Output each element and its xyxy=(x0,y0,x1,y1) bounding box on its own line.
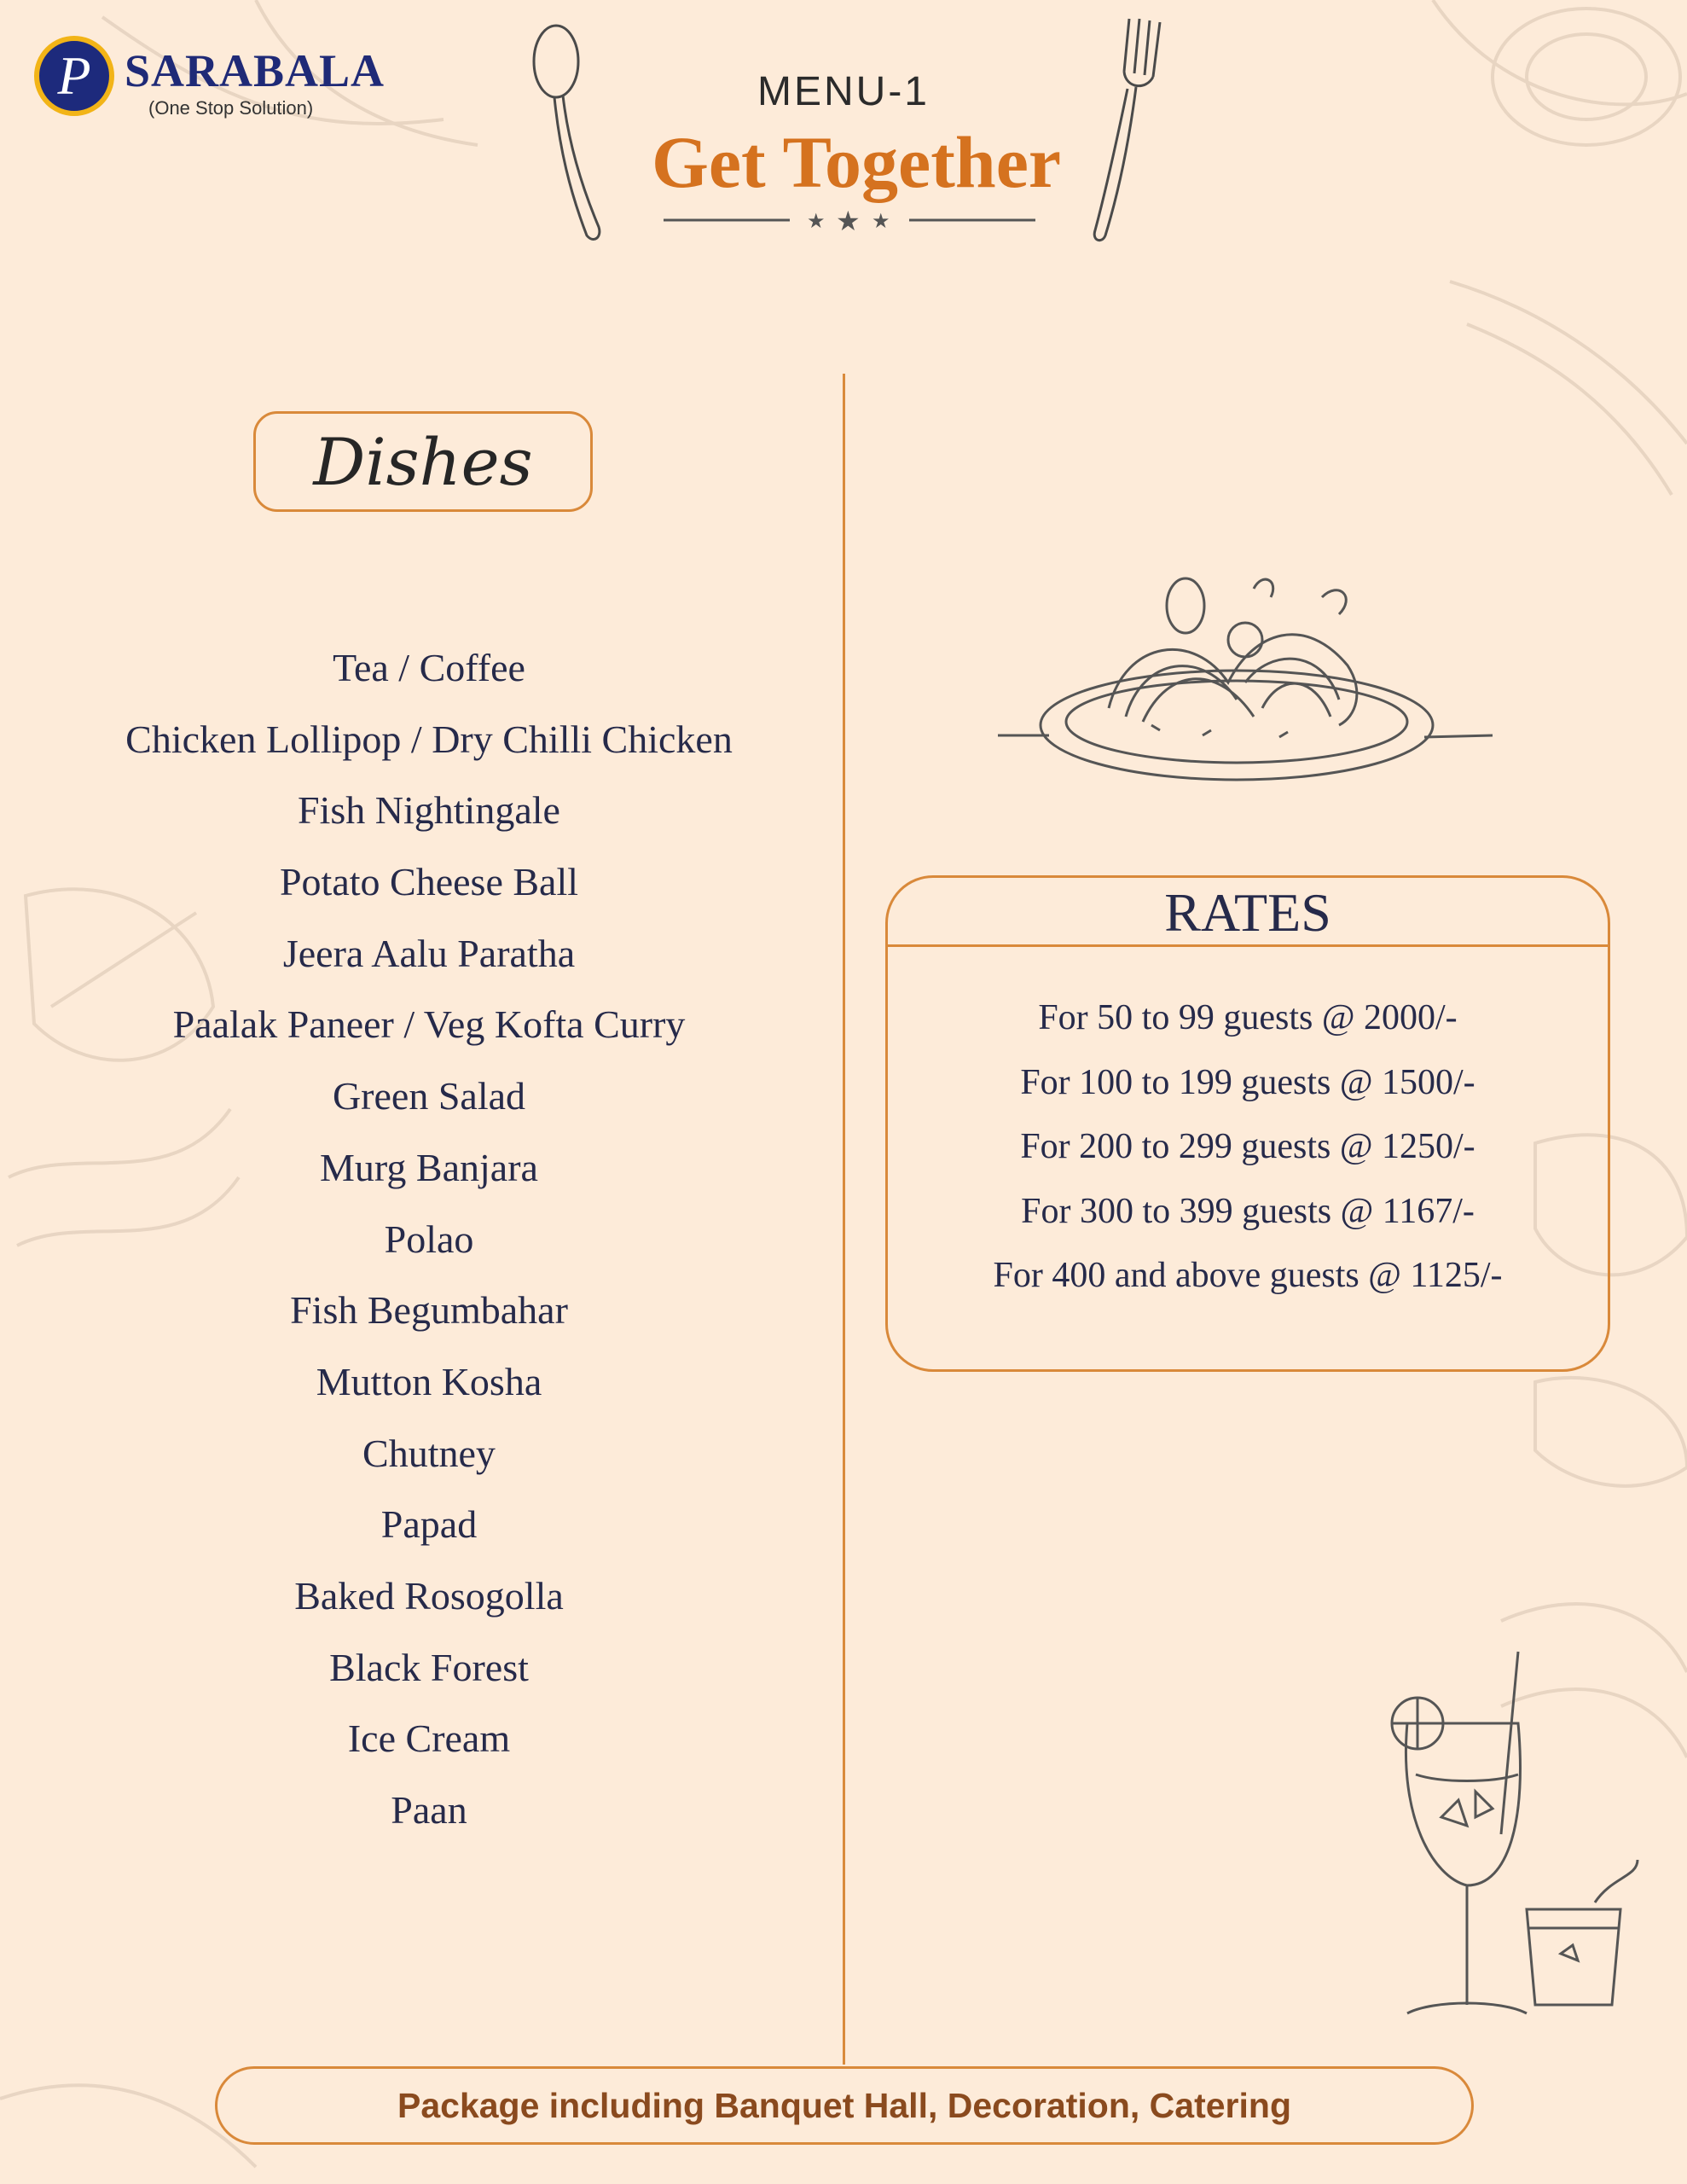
dish-item: Chutney xyxy=(362,1431,496,1475)
dish-item: Fish Begumbahar xyxy=(290,1288,568,1333)
star-icon: ★ xyxy=(807,209,826,233)
dish-item: Chicken Lollipop / Dry Chilli Chicken xyxy=(125,717,733,761)
dish-item: Green Salad xyxy=(332,1074,526,1118)
rates-list xyxy=(888,992,1608,1315)
rates-heading: RATES xyxy=(1164,882,1331,943)
dishes-heading-box xyxy=(253,411,593,512)
star-icon: ★ xyxy=(872,209,890,233)
dishes-heading: Dishes xyxy=(313,423,533,500)
dish-item: Murg Banjara xyxy=(320,1145,538,1189)
rates-box xyxy=(885,875,1610,1372)
dish-item: Papad xyxy=(380,1502,478,1547)
menu-number: MENU-1 xyxy=(757,69,930,114)
dish-item: Potato Cheese Ball xyxy=(279,860,579,904)
dish-item: Fish Nightingale xyxy=(298,788,560,833)
package-footer xyxy=(215,2066,1474,2145)
rate-item: For 400 and above guests @ 1125/- xyxy=(993,1256,1503,1296)
dish-item: Paalak Paneer / Veg Kofta Curry xyxy=(172,1002,686,1047)
star-icon: ★ xyxy=(836,205,861,237)
column-divider xyxy=(843,374,845,2065)
brand-tagline: (One Stop Solution) xyxy=(148,97,314,119)
dish-item: Tea / Coffee xyxy=(333,646,525,689)
page-title: Get Together xyxy=(651,121,1062,203)
rate-item: For 200 to 299 guests @ 1250/- xyxy=(1020,1127,1475,1167)
dish-list xyxy=(51,638,807,1852)
dish-item: Mutton Kosha xyxy=(316,1359,542,1403)
brand-name: SARABALA xyxy=(125,45,386,96)
dish-item: Ice Cream xyxy=(347,1716,511,1761)
rate-item: For 100 to 199 guests @ 1500/- xyxy=(1020,1062,1475,1102)
title-divider-ornament xyxy=(664,203,1035,237)
pasta-plate-icon xyxy=(998,555,1501,793)
dish-item: Paan xyxy=(391,1788,467,1832)
package-text: Package including Banquet Hall, Decoration, Catering xyxy=(397,2085,1291,2125)
rates-heading-divider xyxy=(888,944,1608,947)
drinks-glass-icon xyxy=(1382,1647,1655,2022)
rate-item: For 300 to 399 guests @ 1167/- xyxy=(1021,1191,1475,1231)
dish-item: Jeera Aalu Paratha xyxy=(282,931,576,975)
dish-item: Polao xyxy=(384,1217,474,1261)
dish-item: Black Forest xyxy=(329,1645,529,1689)
rate-item: For 50 to 99 guests @ 2000/- xyxy=(1038,998,1458,1037)
dish-item: Baked Rosogolla xyxy=(294,1573,564,1618)
logo-letter: P xyxy=(57,45,91,106)
